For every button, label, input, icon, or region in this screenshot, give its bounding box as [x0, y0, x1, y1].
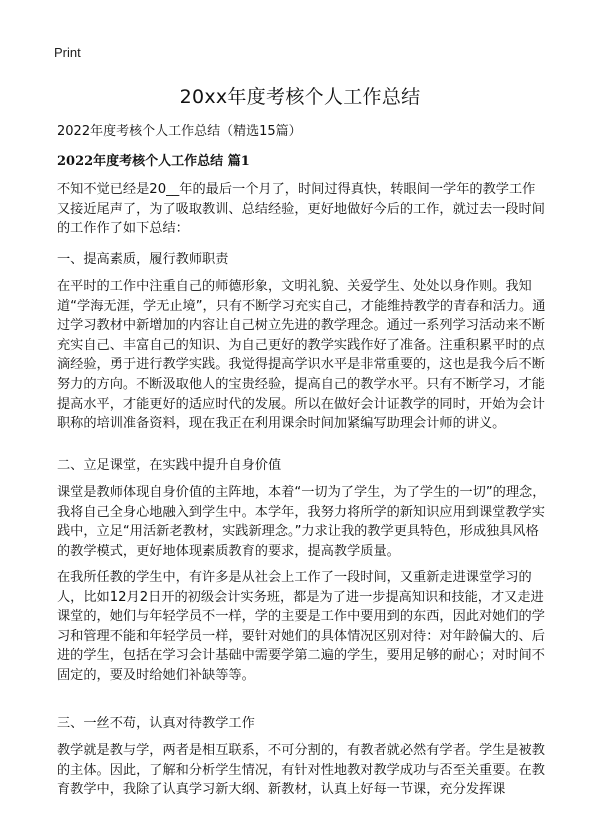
section-heading-2: 二、立足课堂，在实践中提升自身价值 — [57, 458, 282, 473]
section-2-paragraph-2: 在我所任教的学生中，有许多是从社会上工作了一段时间，又重新走进课堂学习的人，比如12月2日开的初级会计实务班，都是为了进一步提高知识和技能，才又走进课堂的，她们与年轻学员不一样，学的主要是工作中要用到的东西，因此对她们的学习和管理不能和年轻学员一样，要针对她们的具体情况区别对待：对年龄偏大的、后进的学生，包括在学习会计基础中需要学第二遍的学生，要用足够的耐心；对时间不固定的，要及时给她们补缺等等。 — [57, 570, 545, 683]
section-1-paragraph: 在平时的工作中注重自己的师德形象，文明礼貌、关爱学生、处处以身作则。我知道“学海无涯，学无止境”，只有不断学习充实自己，才能维持教学的青春和活力。通过学习教材中新增加的内容让自己树立先进的教学理念。通过一系列学习活动来不断充实自己、丰富自己的知识、为自己更好的教学实践作好了准备。注重积累平时的点滴经验，勇于进行教学实践。我觉得提高学识水平是非常重要的，这也是我今后不断努力的方向。不断汲取他人的宝贵经验，提高自己的教学水平。只有不断学习，才能提高水平，才能更好的适应时代的发展。所以在做好会计证教学的同时，开始为会计职称的培训准备资料，现在我正在利用课余时间加紧编写助理会计师的讲义。 — [57, 279, 546, 432]
article-heading: 2022年度考核个人工作总结 篇1 — [57, 154, 250, 169]
section-heading-1: 一、提高素质，履行教师职责 — [57, 252, 229, 267]
print-label[interactable]: Print — [54, 45, 81, 60]
section-heading-3: 三、一丝不苟，认真对待教学工作 — [57, 716, 255, 731]
document-subtitle: 2022年度考核个人工作总结（精选15篇） — [57, 124, 302, 139]
section-3-paragraph: 教学就是教与学，两者是相互联系，不可分割的，有教者就必然有学者。学生是被教的主体。因此，了解和分析学生情况，有针对性地教对教学成功与否至关重要。在教育教学中，我除了认真学习新大纲、新教材，认真上好每一节课，充分发挥课 — [57, 743, 545, 798]
document-title: 20xx年度考核个人工作总结 — [179, 86, 421, 108]
intro-paragraph: 不知不觉已经是20__年的最后一个月了，时间过得真快，转眼间一学年的教学工作又接近尾声了，为了吸取教训、总结经验，更好地做好今后的工作，就过去一段时间的工作作了如下总结： — [57, 182, 545, 237]
section-2-paragraph-1: 课堂是教师体现自身价值的主阵地，本着“一切为了学生，为了学生的一切”的理念，我将自己全身心地融入到学生中。本学年，我努力将所学的新知识应用到课堂教学实践中，立足“用活新老教材，实践新理念。”力求让我的教学更具特色，形成独具风格的教学模式，更好地体现素质教育的要求，提高教学质量。 — [57, 485, 546, 559]
